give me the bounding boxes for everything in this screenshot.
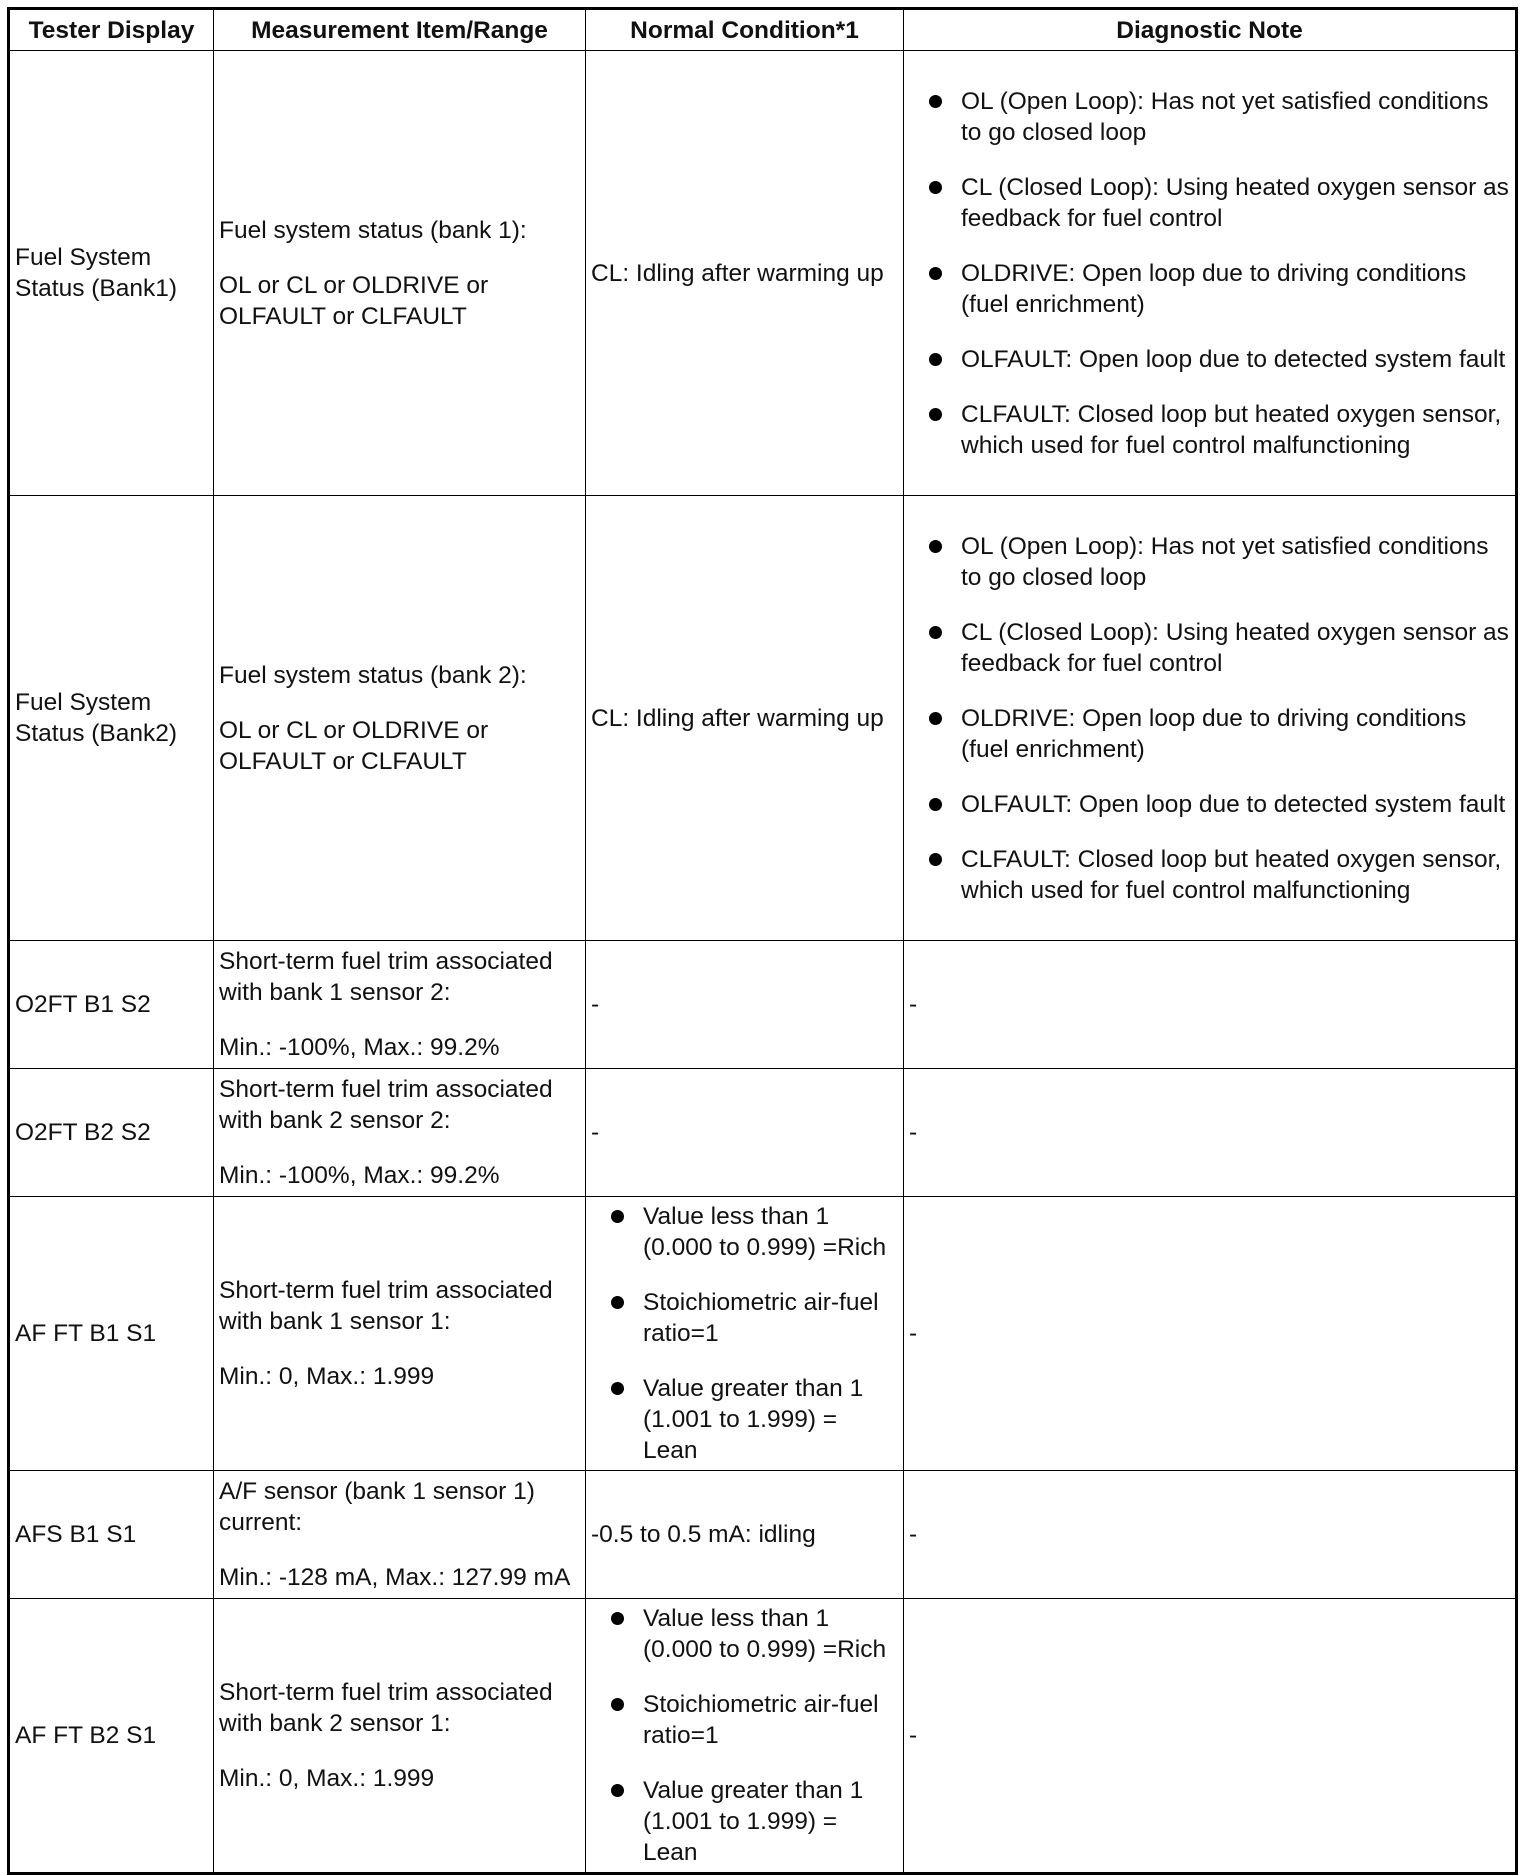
list-item: OLFAULT: Open loop due to detected system fault xyxy=(909,789,1510,820)
measurement-cell xyxy=(214,1069,586,1197)
measurement-cell xyxy=(214,1599,586,1874)
tester-display-cell: O2FT B1 S2 xyxy=(9,941,214,1069)
measurement-cell xyxy=(214,496,586,941)
list-item: OL (Open Loop): Has not yet satisfied conditions to go closed loop xyxy=(909,86,1510,148)
diagnostic-note-cell: - xyxy=(904,1069,1517,1197)
table-row xyxy=(9,1069,1517,1197)
normal-condition-cell: - xyxy=(586,941,904,1069)
table-row xyxy=(9,1471,1517,1599)
tester-display-cell: AFS B1 S1 xyxy=(9,1471,214,1599)
table-row xyxy=(9,1197,1517,1471)
list-item: CLFAULT: Closed loop but heated oxygen sensor, which used for fuel control malfunctioning xyxy=(909,844,1510,906)
normal-condition-cell xyxy=(586,1197,904,1471)
measurement-cell xyxy=(214,51,586,496)
table-row xyxy=(9,51,1517,496)
table-row xyxy=(9,1599,1517,1874)
header-row xyxy=(9,9,1517,51)
measurement-range: Min.: -100%, Max.: 99.2% xyxy=(219,1034,500,1061)
diagnostic-note-cell: - xyxy=(904,1471,1517,1599)
measurement-cell xyxy=(214,941,586,1069)
normal-condition-cell: CL: Idling after warming up xyxy=(586,51,904,496)
measurement-item: Short-term fuel trim associated with bank 2 sensor 1: xyxy=(219,1679,553,1737)
measurement-range: Min.: -128 mA, Max.: 127.99 mA xyxy=(219,1564,571,1591)
list-item: Stoichiometric air-fuel ratio=1 xyxy=(591,1287,898,1349)
diagnostic-note-cell xyxy=(904,496,1517,941)
measurement-cell xyxy=(214,1197,586,1471)
list-item: OLFAULT: Open loop due to detected system fault xyxy=(909,344,1510,375)
measurement-range: Min.: 0, Max.: 1.999 xyxy=(219,1363,435,1390)
table-row xyxy=(9,941,1517,1069)
header-tester-display: Tester Display xyxy=(9,9,214,51)
diagnostic-note-list xyxy=(909,86,1510,461)
measurement-item: Fuel system status (bank 1): xyxy=(219,216,527,244)
measurement-item: Short-term fuel trim associated with bank 1 sensor 1: xyxy=(219,1277,553,1335)
list-item: OLDRIVE: Open loop due to driving conditions (fuel enrichment) xyxy=(909,258,1510,320)
tester-display-cell: O2FT B2 S2 xyxy=(9,1069,214,1197)
measurement-range: Min.: 0, Max.: 1.999 xyxy=(219,1765,435,1792)
diagnostic-note-cell: - xyxy=(904,1599,1517,1874)
list-item: Value less than 1 (0.000 to 0.999) =Rich xyxy=(591,1603,898,1665)
measurement-item: A/F sensor (bank 1 sensor 1) current: xyxy=(219,1478,535,1536)
measurement-item: Short-term fuel trim associated with bank 1 sensor 2: xyxy=(219,948,553,1006)
list-item: Stoichiometric air-fuel ratio=1 xyxy=(591,1689,898,1751)
normal-condition-cell xyxy=(586,1599,904,1874)
list-item: CL (Closed Loop): Using heated oxygen sensor as feedback for fuel control xyxy=(909,172,1510,234)
diagnostic-note-list xyxy=(909,531,1510,906)
list-item: Value less than 1 (0.000 to 0.999) =Rich xyxy=(591,1201,898,1263)
diagnostic-note-cell: - xyxy=(904,941,1517,1069)
list-item: OL (Open Loop): Has not yet satisfied conditions to go closed loop xyxy=(909,531,1510,593)
diagnostic-note-cell: - xyxy=(904,1197,1517,1471)
normal-condition-list xyxy=(591,1201,898,1466)
normal-condition-cell: -0.5 to 0.5 mA: idling xyxy=(586,1471,904,1599)
list-item: Value greater than 1 (1.001 to 1.999) = Lean xyxy=(591,1373,898,1466)
header-diagnostic-note: Diagnostic Note xyxy=(904,9,1517,51)
tester-display-cell: Fuel System Status (Bank2) xyxy=(9,496,214,941)
measurement-range: Min.: -100%, Max.: 99.2% xyxy=(219,1162,500,1189)
measurement-item: Fuel system status (bank 2): xyxy=(219,661,527,689)
normal-condition-list xyxy=(591,1603,898,1868)
header-normal-condition: Normal Condition*1 xyxy=(586,9,904,51)
normal-condition-cell: - xyxy=(586,1069,904,1197)
list-item: CLFAULT: Closed loop but heated oxygen sensor, which used for fuel control malfunctioning xyxy=(909,399,1510,461)
header-measurement-item-range: Measurement Item/Range xyxy=(214,9,586,51)
measurement-item: Short-term fuel trim associated with bank 2 sensor 2: xyxy=(219,1076,553,1134)
normal-condition-cell: CL: Idling after warming up xyxy=(586,496,904,941)
table-row xyxy=(9,496,1517,941)
list-item: CL (Closed Loop): Using heated oxygen sensor as feedback for fuel control xyxy=(909,617,1510,679)
measurement-range: OL or CL or OLDRIVE or OLFAULT or CLFAULT xyxy=(219,716,489,775)
tester-display-cell: Fuel System Status (Bank1) xyxy=(9,51,214,496)
measurement-cell xyxy=(214,1471,586,1599)
data-table xyxy=(7,7,1518,1875)
tester-display-cell: AF FT B2 S1 xyxy=(9,1599,214,1874)
tester-display-cell: AF FT B1 S1 xyxy=(9,1197,214,1471)
list-item: OLDRIVE: Open loop due to driving conditions (fuel enrichment) xyxy=(909,703,1510,765)
diagnostic-note-cell xyxy=(904,51,1517,496)
list-item: Value greater than 1 (1.001 to 1.999) = Lean xyxy=(591,1775,898,1868)
measurement-range: OL or CL or OLDRIVE or OLFAULT or CLFAULT xyxy=(219,271,489,330)
